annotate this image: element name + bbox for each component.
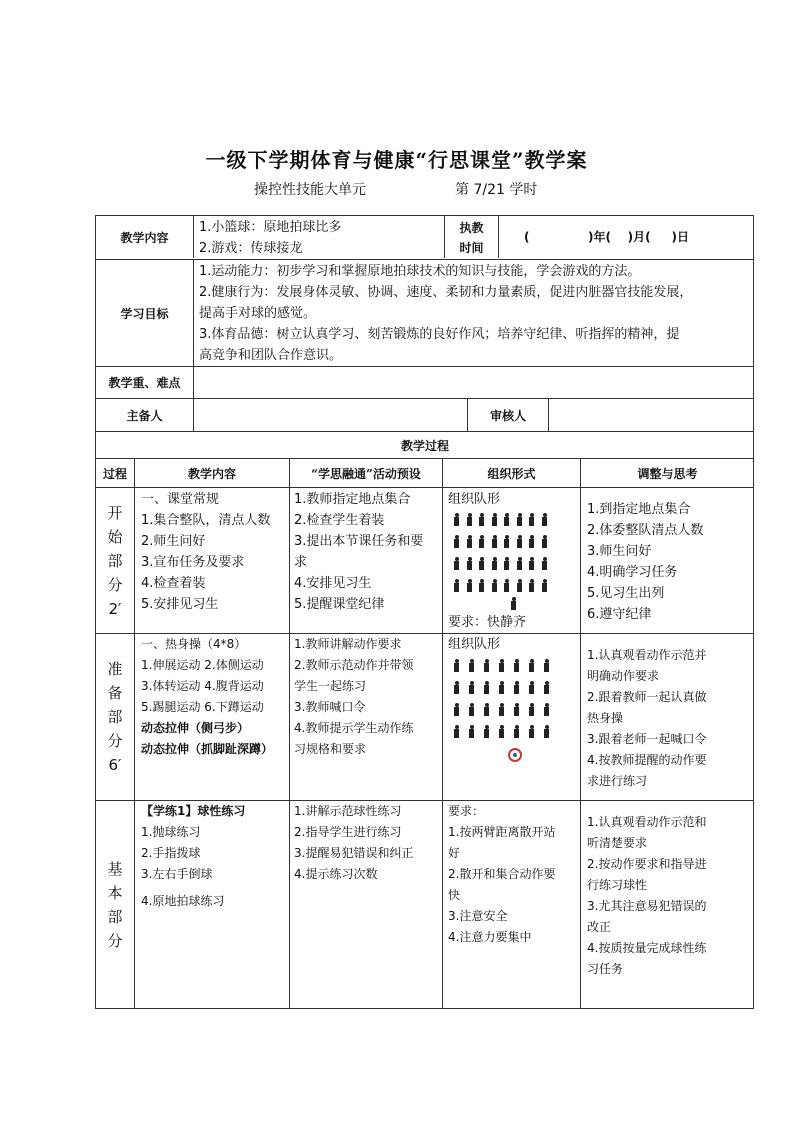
teacher-figure-icon bbox=[510, 597, 517, 610]
col-header-activity: “学思融通”活动预设 bbox=[311, 466, 421, 481]
student-icon bbox=[466, 513, 473, 526]
student-icon bbox=[498, 659, 505, 672]
col-divider bbox=[193, 398, 194, 431]
student-icon bbox=[513, 681, 520, 694]
stage-start: 开 始 部 分 2′ bbox=[107, 503, 123, 618]
student-icon bbox=[498, 725, 505, 738]
keypoints-label: 教学重、难点 bbox=[108, 376, 181, 390]
start-org-note: 要求：快静齐 bbox=[448, 615, 527, 630]
student-icon bbox=[468, 659, 475, 672]
student-icon bbox=[516, 535, 523, 548]
basic-organization: 要求： 1.按两臂距离散开站 好 2.散开和集合动作要 快 3.注意安全 4.注意力要集中 bbox=[448, 804, 556, 944]
prepare-activity: 1.教师讲解动作要求 2.教师示范动作并带领 学生一起练习 3.教师喊口令 4.教师提示学生动作练 习规格和要求 bbox=[294, 637, 414, 756]
student-icon bbox=[453, 681, 460, 694]
stage-basic: 基 本 部 分 bbox=[107, 860, 123, 950]
col-divider bbox=[193, 259, 194, 366]
student-icon bbox=[453, 535, 460, 548]
student-icon bbox=[498, 681, 505, 694]
student-icon bbox=[541, 557, 548, 570]
session-number: 第 7/21 学时 bbox=[455, 182, 538, 198]
unit-name: 操控性技能大单元 bbox=[254, 182, 366, 198]
student-icon bbox=[491, 579, 498, 592]
student-icon bbox=[483, 703, 490, 716]
student-icon bbox=[453, 557, 460, 570]
col-divider bbox=[580, 458, 581, 1009]
student-icon bbox=[543, 681, 550, 694]
student-icon bbox=[468, 725, 475, 738]
student-icon bbox=[478, 513, 485, 526]
student-icon bbox=[468, 703, 475, 716]
start-content: 一、课堂常规 1.集合整队，清点人数 2.师生问好 3.宣布任务及要求 4.检查着装 5.安排见习生 bbox=[141, 492, 271, 612]
student-icon bbox=[513, 725, 520, 738]
col-divider bbox=[498, 215, 499, 258]
page-title: 一级下学期体育与健康“行思课堂”教学案 bbox=[205, 148, 588, 172]
date-label: 执教 时间 bbox=[459, 220, 484, 255]
student-icon bbox=[483, 725, 490, 738]
basic-reflection: 1.认真观看动作示范和 听清楚要求 2.按动作要求和指导进 行练习球性 3.尤其注意易犯错误的 改正 4.按质按量完成球性练 习任务 bbox=[587, 815, 707, 976]
student-icon bbox=[478, 535, 485, 548]
col-divider bbox=[193, 366, 194, 398]
student-icon bbox=[528, 579, 535, 592]
student-icon bbox=[516, 579, 523, 592]
student-icon bbox=[513, 703, 520, 716]
reviewer-label: 审核人 bbox=[489, 408, 526, 423]
date-value: ( )年( )月( )日 bbox=[524, 230, 689, 244]
student-icon bbox=[541, 513, 548, 526]
start-org-title: 组织队形 bbox=[448, 492, 501, 507]
student-icon bbox=[483, 659, 490, 672]
student-icon bbox=[528, 535, 535, 548]
student-icon bbox=[541, 579, 548, 592]
col-header-stage: 过程 bbox=[102, 466, 127, 481]
stage-prepare: 准 备 部 分 6′ bbox=[107, 660, 123, 774]
col-header-organization: 组织形式 bbox=[487, 466, 536, 481]
col-divider bbox=[134, 458, 135, 1009]
row-divider bbox=[95, 487, 754, 488]
teacher-icon bbox=[508, 748, 522, 762]
student-icon bbox=[468, 681, 475, 694]
student-icon bbox=[453, 513, 460, 526]
student-icon bbox=[453, 703, 460, 716]
student-icon bbox=[491, 557, 498, 570]
student-icon bbox=[466, 557, 473, 570]
start-activity: 1.教师指定地点集合 2.检查学生着装 3.提出本节课任务和要 求 4.安排见习生 5.提醒课堂纪律 bbox=[294, 492, 424, 612]
preparer-label: 主备人 bbox=[126, 408, 163, 423]
col-divider bbox=[548, 398, 549, 431]
col-header-content: 教学内容 bbox=[187, 466, 236, 481]
start-reflection: 1.到指定地点集合 2.体委整队清点人数 3.师生问好 4.明确学习任务 5.见习生出列 6.遵守纪律 bbox=[587, 502, 704, 622]
process-label: 教学过程 bbox=[400, 438, 449, 453]
goals-text: 1.运动能力：初步学习和掌握原地拍球技术的知识与技能，学会游戏的方法。 2.健康行为：发展身体灵敏、协调、速度、柔韧和力量素质，促进内脏器官技能发展， 提高手对球的感觉。 3.体育品德：树立认真学习、刻苦锻炼的良好作风；培养守纪律、听指挥的精神，提 高竞争和团队合作意识。 bbox=[199, 264, 693, 363]
student-icon bbox=[543, 703, 550, 716]
student-icon bbox=[528, 557, 535, 570]
prepare-reflection: 1.认真观看动作示范并 明确动作要求 2.跟着教师一起认真做 热身操 3.跟着老师一起喊口令 4.按教师提醒的动作要 求进行练习 bbox=[587, 648, 707, 788]
student-icon bbox=[483, 681, 490, 694]
student-icon bbox=[528, 703, 535, 716]
student-icon bbox=[453, 659, 460, 672]
student-icon bbox=[466, 579, 473, 592]
basic-activity: 1.讲解示范球性练习 2.指导学生进行练习 3.提醒易犯错误和纠正 4.提示练习次数 bbox=[294, 804, 414, 881]
prepare-content: 一、热身操（4*8） 1.伸展运动 2.体侧运动 3.体转运动 4.腹背运动 5.踢腿运动 6.下蹲运动 动态拉伸（侧弓步） 动态拉伸（抓脚趾深蹲） bbox=[141, 637, 274, 756]
content-lines: 1.小篮球：原地拍球比多 2.游戏：传球接龙 bbox=[199, 220, 342, 256]
student-icon bbox=[528, 725, 535, 738]
student-icon bbox=[491, 513, 498, 526]
col-divider bbox=[442, 458, 443, 1009]
student-icon bbox=[528, 659, 535, 672]
prepare-org-title: 组织队形 bbox=[448, 637, 501, 652]
student-icon bbox=[466, 535, 473, 548]
content-label: 教学内容 bbox=[120, 231, 169, 245]
student-icon bbox=[513, 659, 520, 672]
student-icon bbox=[516, 513, 523, 526]
basic-content: 【学练1】球性练习 1.抛球练习 2.手指拨球 3.左右手倒球 4.原地拍球练习 bbox=[141, 804, 246, 908]
student-icon bbox=[491, 535, 498, 548]
student-icon bbox=[478, 557, 485, 570]
col-divider bbox=[193, 215, 194, 258]
student-icon bbox=[498, 703, 505, 716]
col-header-reflection: 调整与思考 bbox=[637, 466, 698, 481]
student-icon bbox=[503, 557, 510, 570]
student-icon bbox=[516, 557, 523, 570]
student-icon bbox=[528, 681, 535, 694]
student-icon bbox=[503, 535, 510, 548]
student-icon bbox=[503, 579, 510, 592]
student-icon bbox=[528, 513, 535, 526]
goals-label: 学习目标 bbox=[120, 306, 169, 321]
student-icon bbox=[541, 535, 548, 548]
student-icon bbox=[478, 579, 485, 592]
student-icon bbox=[453, 579, 460, 592]
student-icon bbox=[543, 659, 550, 672]
student-icon bbox=[543, 725, 550, 738]
student-icon bbox=[503, 513, 510, 526]
col-divider bbox=[289, 458, 290, 1009]
student-icon bbox=[453, 725, 460, 738]
